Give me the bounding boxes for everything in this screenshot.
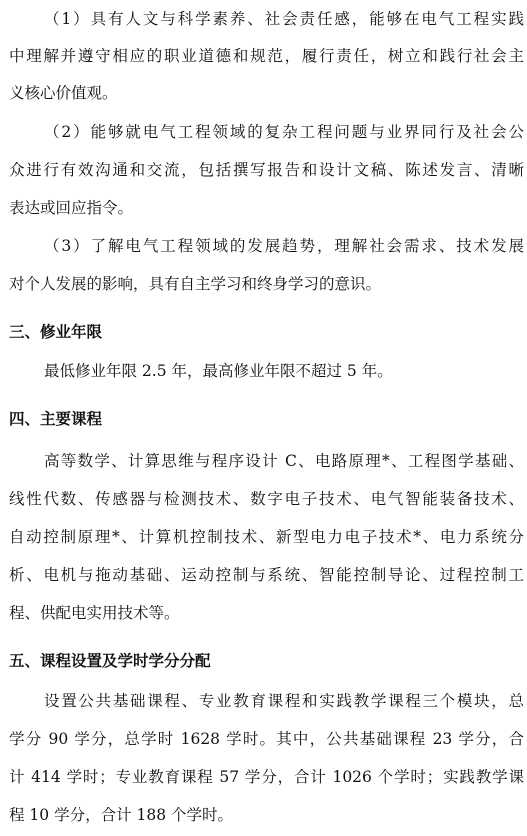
- study-length-text: 最低修业年限 2.5 年，最高修业年限不超过 5 年。: [44, 362, 393, 380]
- goal-2-line-1: （2）能够就电气工程领域的复杂工程问题与业界同行及社会公: [44, 123, 524, 141]
- courses-line-4: 析、电机与拖动基础、运动控制与系统、智能控制导论、过程控制工: [9, 566, 524, 584]
- section-heading-main-courses: 四、主要课程: [9, 410, 103, 428]
- courses-line-3: 自动控制原理*、计算机控制技术、新型电力电子技术*、电力系统分: [9, 528, 524, 546]
- goal-3-line-1: （3）了解电气工程领域的发展趋势，理解社会需求、技术发展: [44, 237, 524, 255]
- credits-line-3: 计 414 学时；专业教育课程 57 学分，合计 1026 个学时；实践教学课: [9, 768, 524, 786]
- goal-3-line-2: 对个人发展的影响，具有自主学习和终身学习的意识。: [9, 275, 382, 293]
- section-heading-study-length: 三、修业年限: [9, 323, 103, 341]
- courses-line-2: 线性代数、传感器与检测技术、数字电子技术、电气智能装备技术、: [9, 490, 524, 508]
- goal-2-line-2: 众进行有效沟通和交流，包括撰写报告和设计文稿、陈述发言、清晰: [9, 161, 524, 179]
- credits-line-4: 程 10 学分，合计 188 个学时。: [9, 806, 234, 824]
- credits-line-2: 学分 90 学分，总学时 1628 学时。其中，公共基础课程 23 学分，合: [9, 730, 524, 748]
- courses-line-1: 高等数学、计算思维与程序设计 C、电路原理*、工程图学基础、: [44, 452, 524, 470]
- goal-1-line-3: 义核心价值观。: [9, 84, 118, 102]
- goal-1-line-1: （1）具有人文与科学素养、社会责任感，能够在电气工程实践: [44, 10, 524, 28]
- section-heading-credit-allocation: 五、课程设置及学时学分分配: [9, 652, 211, 670]
- credits-line-1: 设置公共基础课程、专业教育课程和实践教学课程三个模块，总: [44, 692, 524, 710]
- courses-line-5: 程、供配电实用技术等。: [9, 604, 180, 622]
- goal-1-line-2: 中理解并遵守相应的职业道德和规范，履行责任，树立和践行社会主: [9, 47, 524, 65]
- goal-2-line-3: 表达或回应指令。: [9, 199, 134, 217]
